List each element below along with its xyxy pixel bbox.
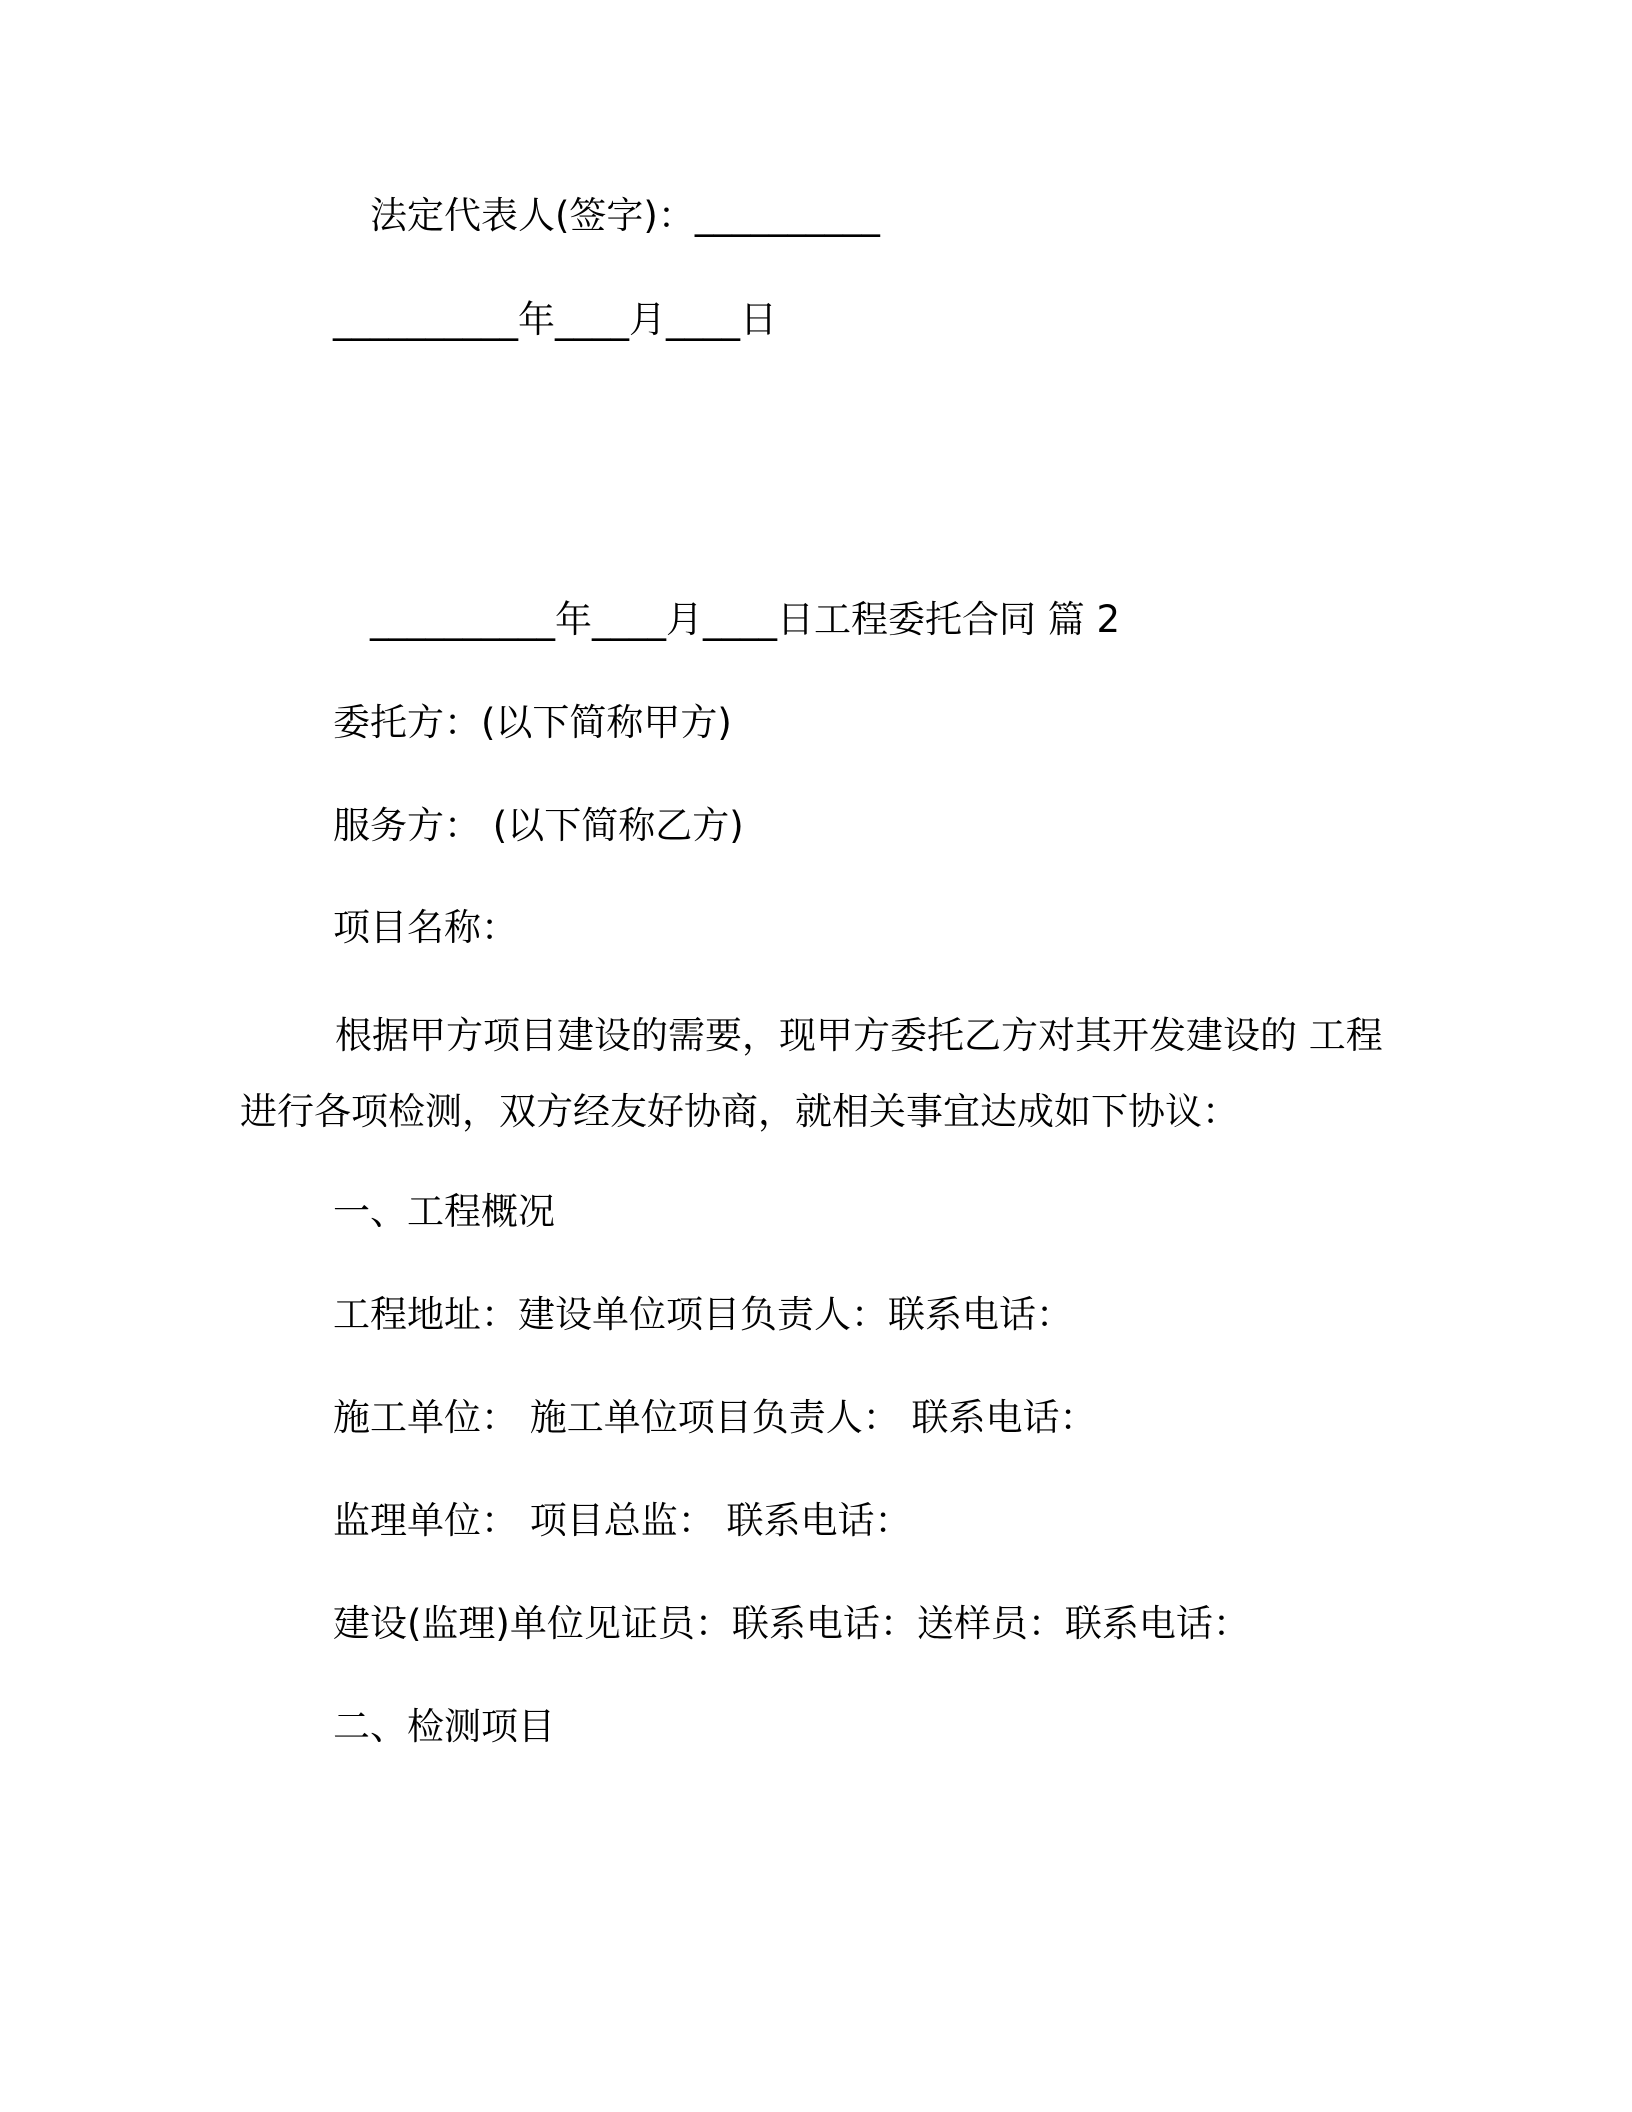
project-name-line: 项目名称：	[333, 906, 518, 949]
section-heading-project-overview: 一、工程概况	[333, 1190, 555, 1233]
project-address-line: 工程地址：建设单位项目负责人：联系电话：	[333, 1293, 1073, 1336]
client-party-line: 委托方：(以下简称甲方)	[333, 701, 732, 744]
provider-party-line: 服务方： (以下简称乙方)	[333, 804, 744, 847]
contract-title: __________年____月____日工程委托合同 篇 2	[370, 598, 1121, 641]
section-heading-test-items: 二、检测项目	[333, 1705, 555, 1748]
supervision-unit-line: 监理单位： 项目总监： 联系电话：	[333, 1499, 912, 1542]
legal-representative-signature-line: 法定代表人(签字)：__________	[370, 194, 880, 237]
witness-sampler-line: 建设(监理)单位见证员：联系电话：送样员：联系电话：	[333, 1602, 1250, 1645]
intro-paragraph: 根据甲方项目建设的需要，现甲方委托乙方对其开发建设的 工程进行各项检测，双方经友好协商，就相关事宜达成如下协议：	[240, 1014, 1383, 1133]
construction-unit-line: 施工单位： 施工单位项目负责人： 联系电话：	[333, 1396, 1097, 1439]
signature-date-line: __________年____月____日	[333, 298, 777, 341]
